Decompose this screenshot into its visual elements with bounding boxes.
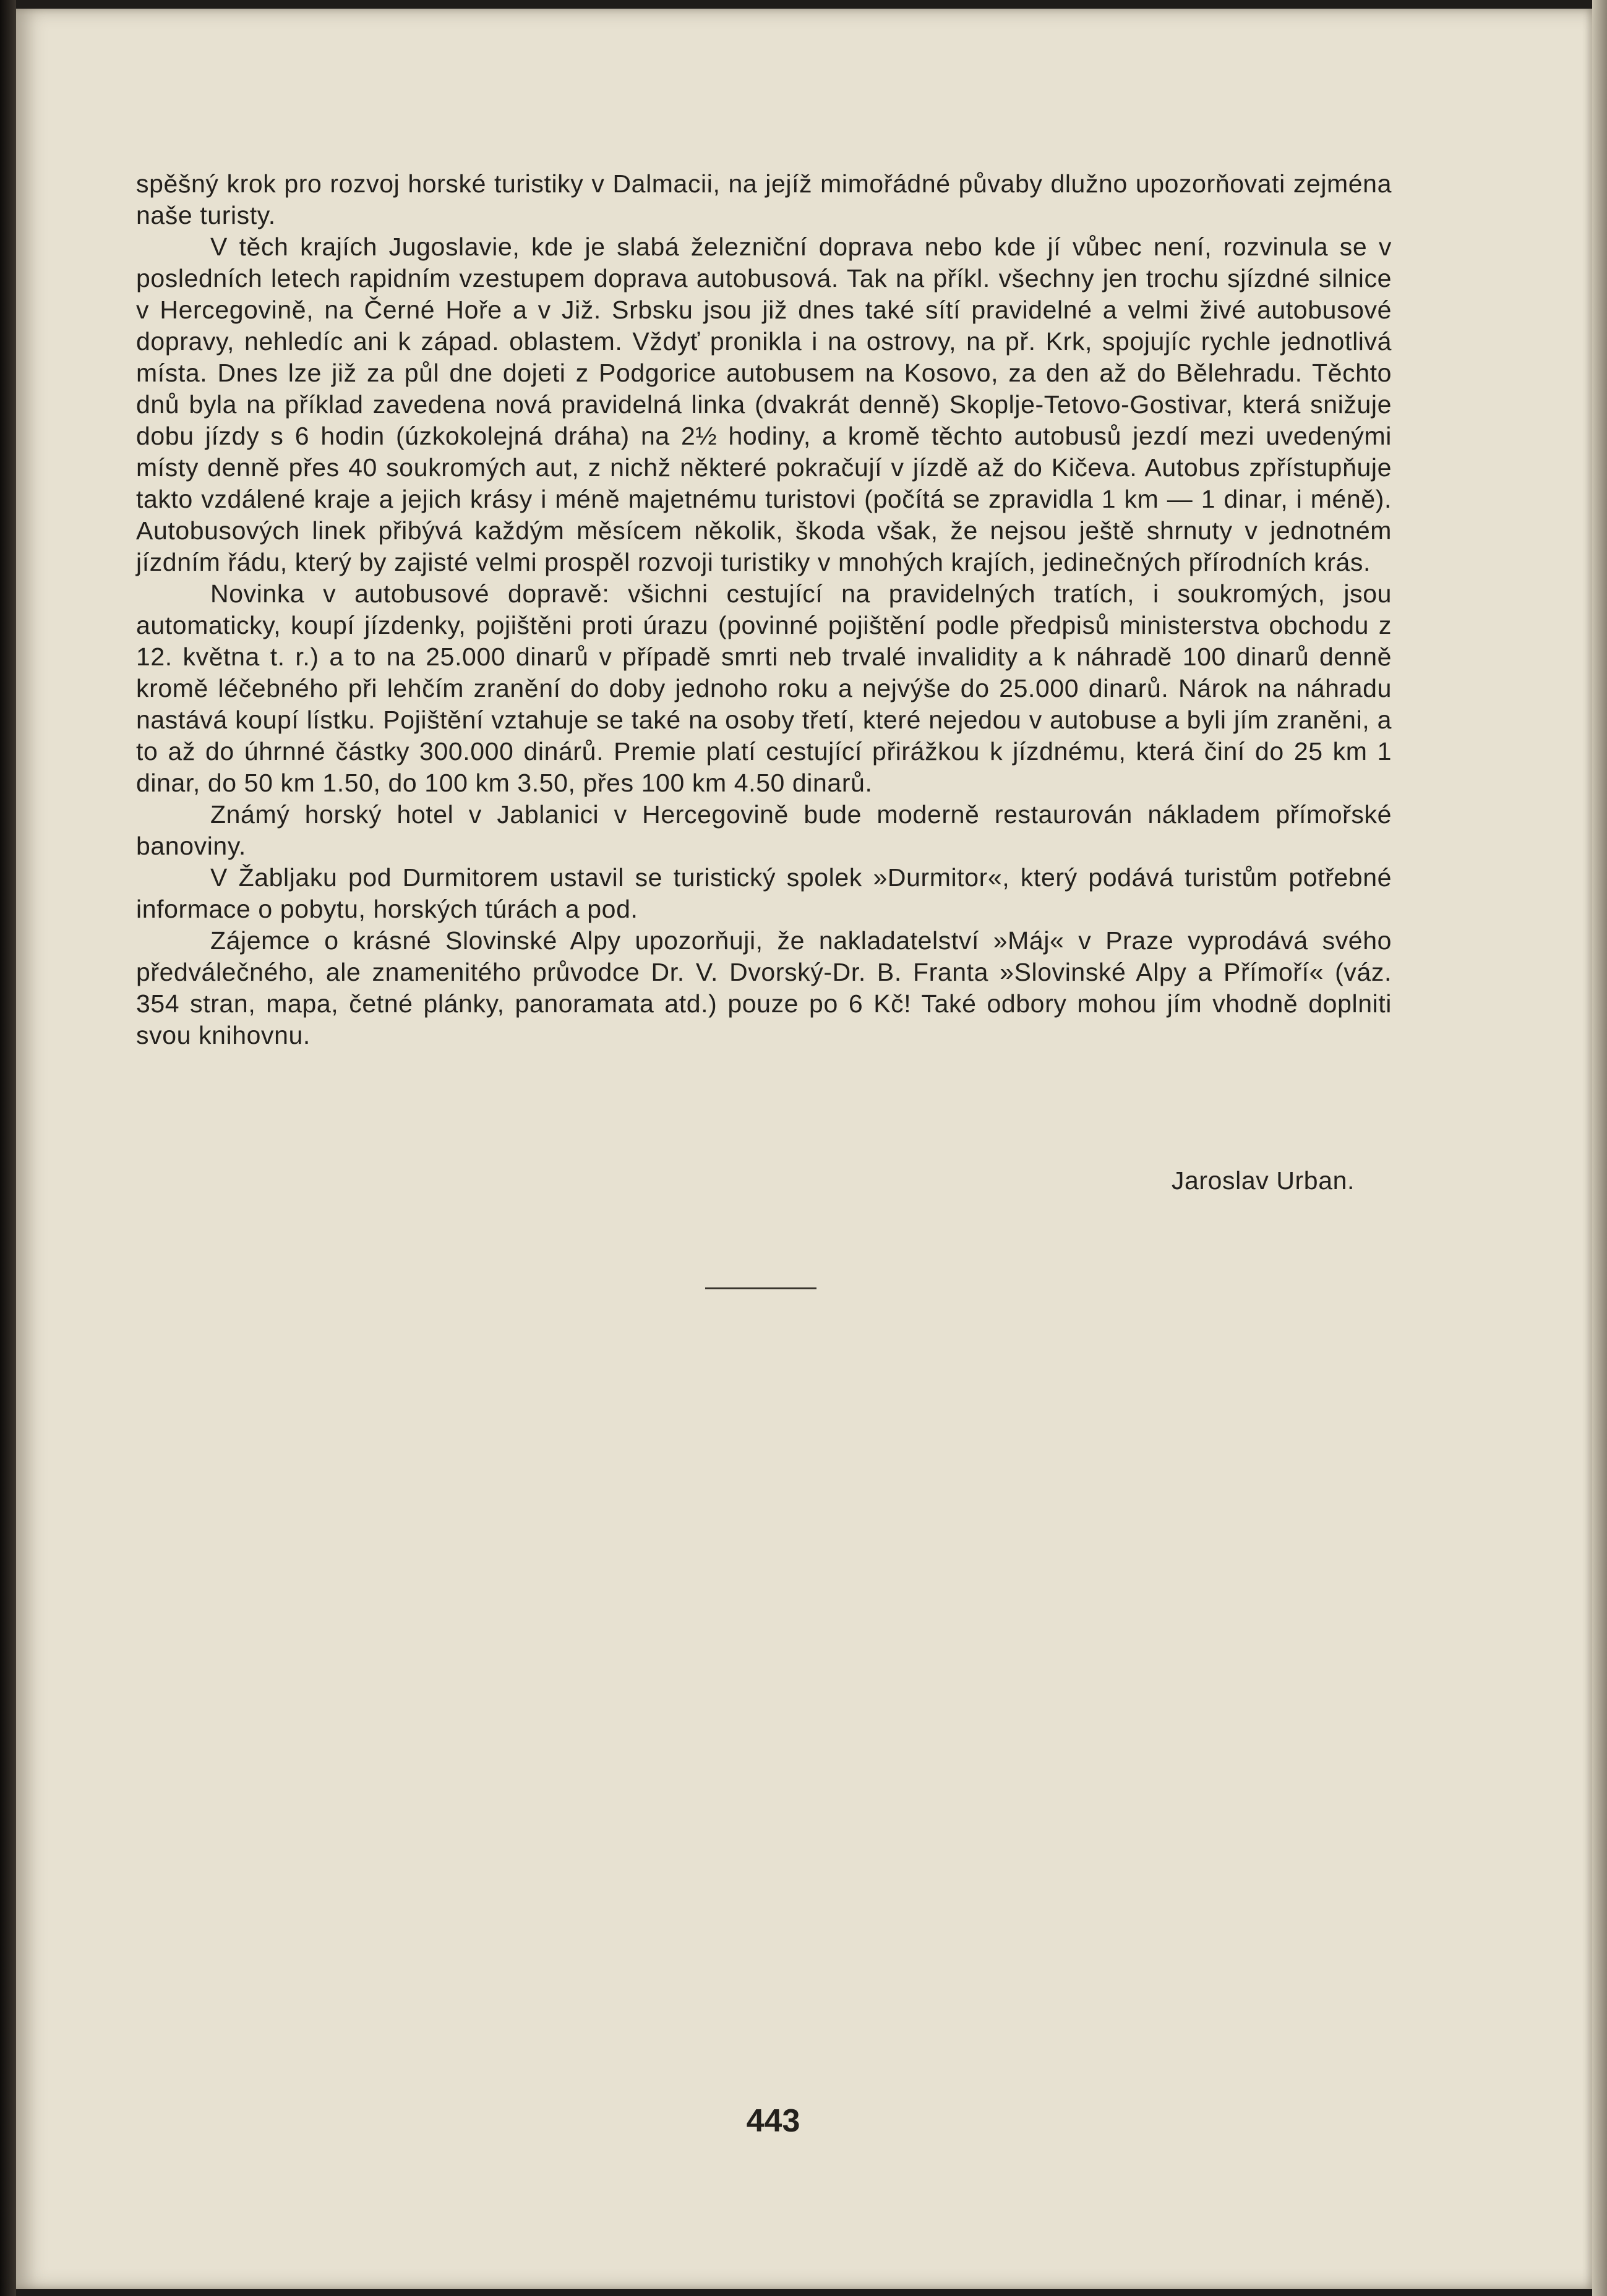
page-edge — [1592, 0, 1607, 2296]
paragraph-continuation: spěšný krok pro rozvoj horské turistiky v Dalmacii, na jejíž mimořádné půvaby dlužno upozorňovati zejména naše turisty. — [136, 169, 1392, 229]
paragraph-insurance: Novinka v autobusové dopravě: všichni cestující na pravidelných tratích, i soukromých, jsou automaticky, koupí jízdenky, pojištěni proti úrazu (povinné pojištění podle předpisů ministerstva obchodu z 12. května t. r.) a to na 25.000 dinarů v případě smrti neb trvalé invalidity a k náhradě 100 dinarů denně kromě léčebného při lehčím zranění do doby jednoho roku a nejvýše do 25.000 dinarů. Nárok na náhradu nastává koupí lístku. Pojištění vztahuje se také na osoby třetí, které nejedou v autobuse a byli jím zraněni, a to až do úhrnné částky 300.000 dinárů. Premie platí cestující přirážkou k jízdnému, která činí do 25 km 1 dinar, do 50 km 1.50, do 100 km 3.50, přes 100 km 4.50 dinarů. — [136, 579, 1392, 797]
paragraph-guidebook: Zájemce o krásné Slovinské Alpy upozorňuji, že nakladatelství »Máj« v Praze vyprodává svého předválečného, ale znamenitého průvodce Dr. V. Dvorský-Dr. B. Franta »Slovinské Alpy a Přímoří« (váz. 354 stran, mapa, četné plánky, panoramata atd.) pouze po 6 Kč! Také odbory mohou jím vhodně doplniti svou knihovnu. — [136, 926, 1392, 1049]
page-number: 443 — [746, 2103, 800, 2139]
paragraph-bus-transport: V těch krajích Jugoslavie, kde je slabá železniční doprava nebo kde jí vůbec není, rozvinula se v posledních letech rapidním vzestupem doprava autobusová. Tak na příkl. všechny jen trochu sjízdné silnice v Hercegovině, na Černé Hoře a v Již. Srbsku jsou již dnes také sítí pravidelné a velmi živé autobusové dopravy, nehledíc ani k západ. oblastem. Vždyť pronikla i na ostrovy, na př. Krk, spojujíc rychle jednotlivá místa. Dnes lze již za půl dne dojeti z Podgorice autobusem na Kosovo, za den až do Bělehradu. Těchto dnů byla na příklad zavedena nová pravidelná linka (dvakrát denně) Skoplje-Tetovo-Gostivar, která snižuje dobu jízdy s 6 hodin (úzkokolejná dráha) na 2½ hodiny, a kromě těchto autobusů jezdí mezi uvedenými místy denně přes 40 soukromých aut, z nichž některé pokračují v jízdě až do Kičeva. Autobus zpřístupňuje takto vzdálené kraje a jejich krásy i méně majetnému turistovi (počítá se zpravidla 1 km — 1 dinar, i méně). Autobusových linek přibývá každým měsícem několik, škoda však, že nejsou ještě shrnuty v jednotném jízdním řádu, který by zajisté velmi prospěl rozvoji turistiky v mnohých krajích, jedinečných přírodních krás. — [136, 233, 1392, 576]
paragraph-hotel: Známý horský hotel v Jablanici v Hercegovině bude moderně restaurován nákladem přímořské banoviny. — [136, 800, 1392, 860]
section-divider — [705, 1287, 816, 1289]
article-body — [136, 168, 1392, 1051]
binding-shadow — [0, 0, 16, 2296]
author-signature: Jaroslav Urban. — [1171, 1166, 1355, 1195]
paragraph-durmitor: V Žabljaku pod Durmitorem ustavil se turistický spolek »Durmitor«, který podává turistům potřebné informace o pobytu, horských túrách a pod. — [136, 863, 1392, 923]
